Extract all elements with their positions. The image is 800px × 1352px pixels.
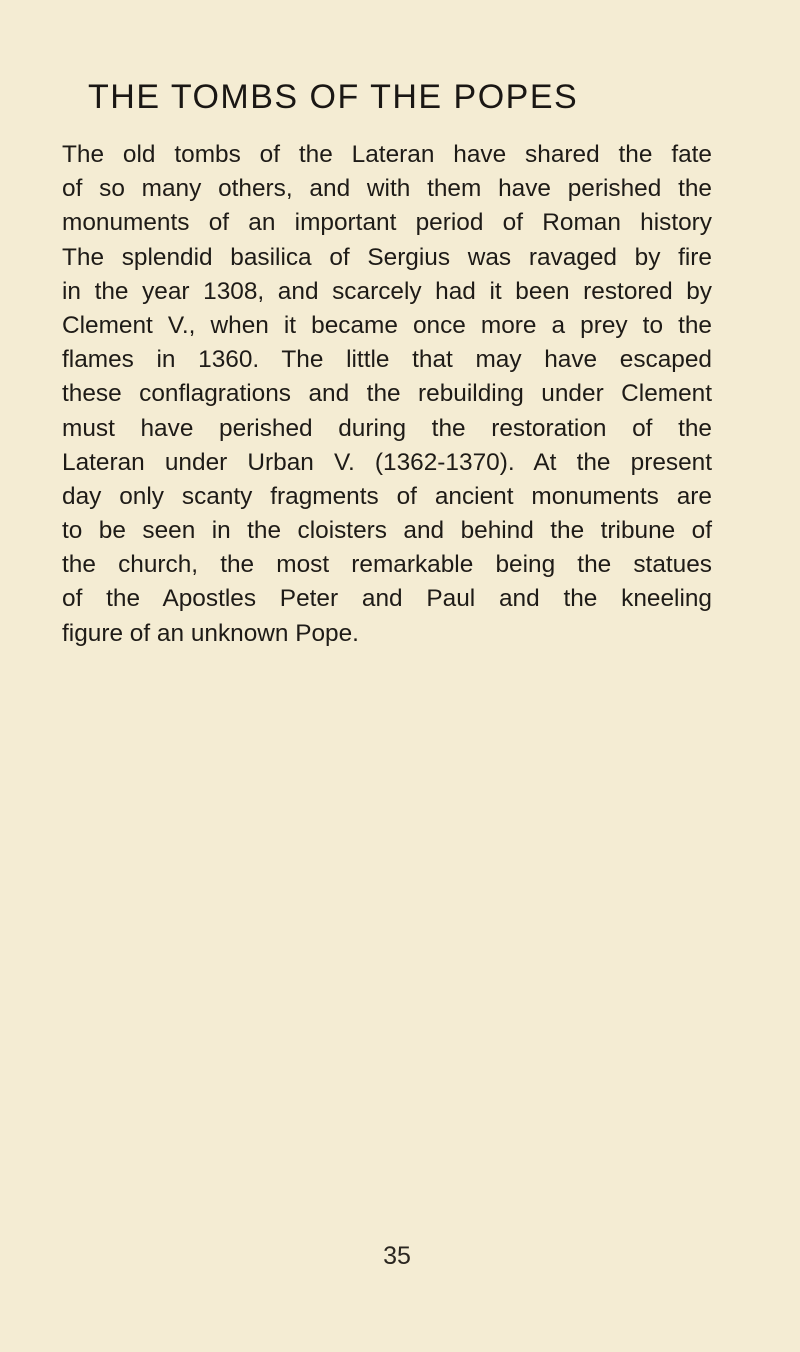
- text-line: flames in 1360. The little that may have escaped: [62, 346, 712, 374]
- text-line: the church, the most remarkable being the statues: [62, 551, 712, 579]
- body-paragraph: [62, 138, 712, 651]
- running-head: THE TOMBS OF THE POPES: [88, 78, 579, 116]
- text-line: monuments of an important period of Roman history: [62, 209, 712, 237]
- text-line: figure of an unknown Pope.: [62, 619, 359, 647]
- text-line: of the Apostles Peter and Paul and the kneeling: [62, 585, 712, 613]
- text-line: to be seen in the cloisters and behind the tribune of: [62, 517, 712, 545]
- text-line: in the year 1308, and scarcely had it been restored by: [62, 277, 712, 305]
- text-line: these conflagrations and the rebuilding under Clement: [62, 380, 712, 408]
- text-line: day only scanty fragments of ancient monuments are: [62, 482, 712, 510]
- text-line: The old tombs of the Lateran have shared the fate: [62, 141, 712, 168]
- text-line: of so many others, and with them have perished the: [62, 175, 712, 203]
- text-line: Clement V., when it became once more a prey to the: [62, 311, 712, 339]
- page-number: 35: [383, 1242, 411, 1270]
- text-line: The splendid basilica of Sergius was ravaged by fire: [62, 243, 712, 271]
- text-line: must have perished during the restoration of the: [62, 414, 712, 442]
- text-line: Lateran under Urban V. (1362-1370). At the present: [62, 448, 712, 476]
